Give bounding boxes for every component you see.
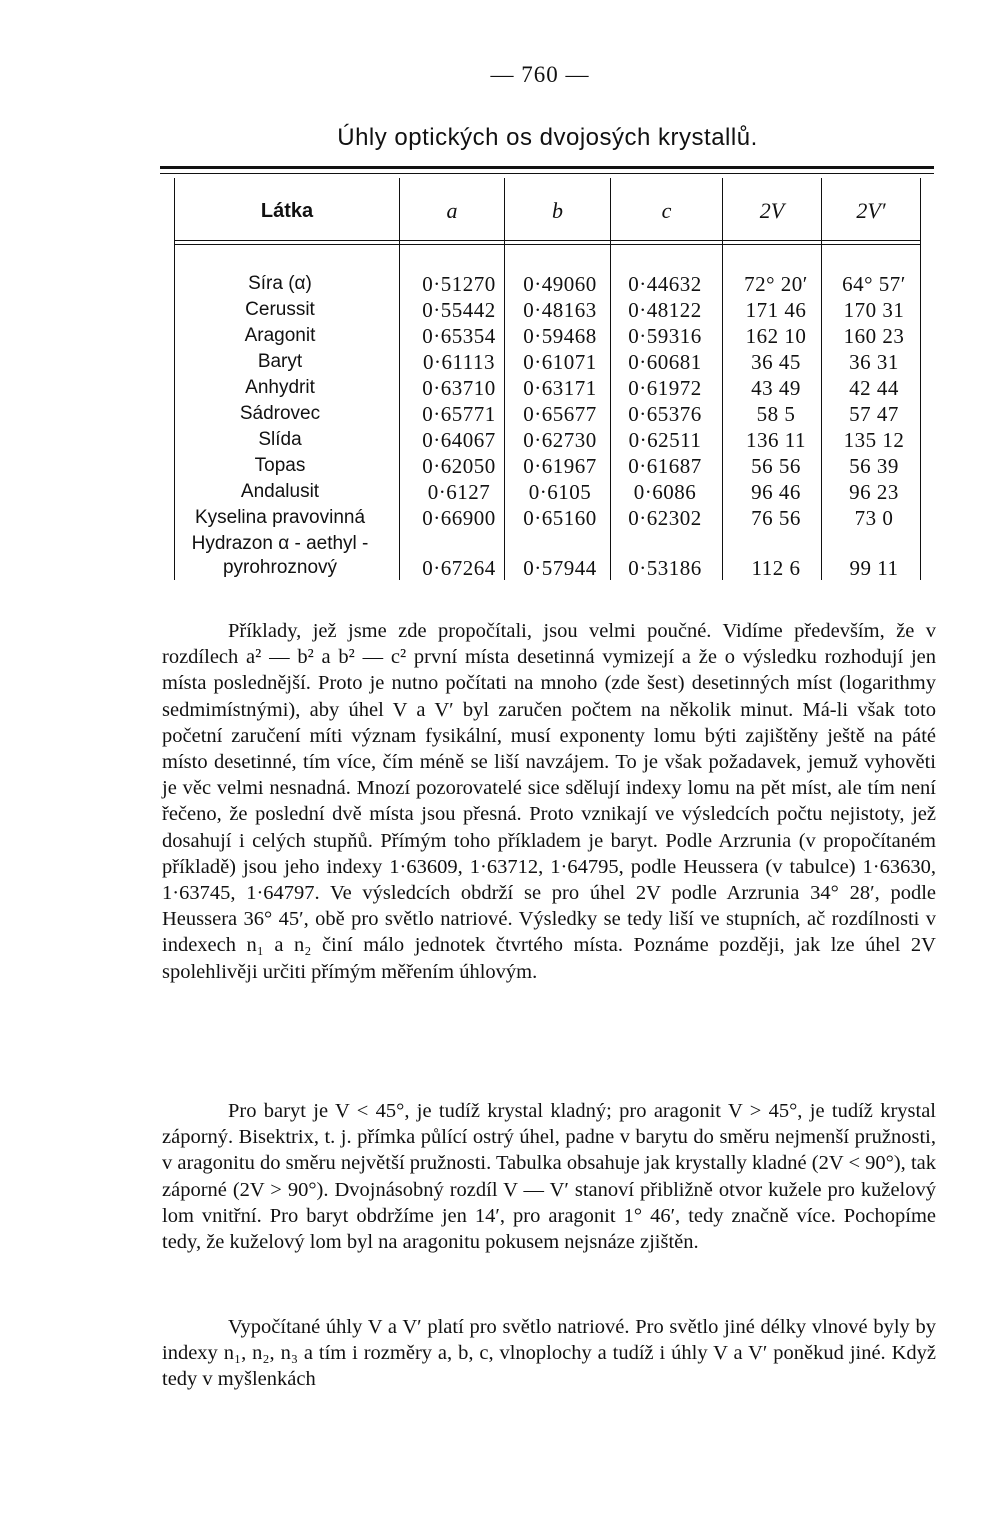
- cell-c: 0·53186: [628, 556, 702, 580]
- table-row: [160, 555, 940, 581]
- header-2v-prime: 2V′: [856, 198, 886, 223]
- header-a: a: [446, 198, 458, 223]
- header-latka: Látka: [260, 200, 314, 222]
- table-header-rule: [175, 240, 920, 245]
- table-row: [160, 479, 940, 505]
- row-name: Topas: [254, 455, 306, 476]
- cell-2v-prime: 73 0: [854, 506, 894, 530]
- cell-b: 0·6105: [528, 480, 592, 504]
- cell-a: 0·55442: [422, 298, 496, 322]
- table-row: [160, 453, 940, 479]
- paragraph: Příklady, jež jsme zde propočítali, jsou velmi poučné. Vidíme především, že v rozdílech a² — b² a b² — c² první místa desetinná vymizejí a že o výsledku rozhodují jen místa poslednější. Proto je nutno počítati na mnoho (zde šest) desetinných míst (logarithmy sedmimístnými), aby úhel V a V′ byl zaručen počtem na několik minut. Má-li však toto početní zaručení míti význam fysikální, musí exponenty lomu býti zajištěny ještě na páté místo desetinné, tím více, čím méně se liší navzájem. To je však požadavek, jemuž vyhověti je věc velmi nesnadná. Mnozí pozorovatelé sice sdělují indexy lomu na pět míst, ale tím není řečeno, že poslední dvě místa jsou přesná. Proto vznikají ve výsledcích počtu nejistoty, jež dosahují i celých stupňů. Přímým toho příkladem je baryt. Podle Arzrunia (v propočítaném příkladě) jsou jeho indexy 1·63609, 1·63712, 1·64795, podle Heussera (v tabulce) 1·63630, 1·63745, 1·64797. Ve výsledcích obdrží se pro úhel 2V podle Arzrunia 34° 28′, podle Heussera 36° 45′, obě pro světlo natriové. Výsledky se tedy liší ve stupních, ač rozdílnosti v indexech n₁ a n₂ činí málo jednotek čtvrtého místa. Poznáme později, jak lze úhel 2V spolehlivěji určiti přímým měřením úhlovým.: [162, 620, 936, 983]
- table-row: [160, 271, 940, 297]
- cell-c: 0·48122: [628, 298, 702, 322]
- cell-b: 0·59468: [523, 324, 597, 348]
- cell-b: 0·48163: [523, 298, 597, 322]
- cell-c: 0·60681: [628, 350, 702, 374]
- cell-2v: 58 5: [756, 402, 796, 426]
- cell-2v: 112 6: [751, 556, 801, 580]
- table-row: [160, 323, 940, 349]
- cell-2v-prime: 56 39: [849, 454, 899, 478]
- row-name: Cerussit: [245, 299, 315, 320]
- cell-c: 0·65376: [628, 402, 702, 426]
- cell-2v: 76 56: [751, 506, 801, 530]
- cell-a: 0·63710: [422, 376, 496, 400]
- cell-a: 0·61113: [423, 350, 495, 374]
- cell-b: 0·65160: [523, 506, 597, 530]
- page-number: — 760 —: [490, 62, 590, 87]
- table-row: [160, 505, 940, 531]
- table-row: [160, 375, 940, 401]
- cell-b: 0·63171: [523, 376, 597, 400]
- body-text: [162, 1314, 936, 1393]
- cell-b: 0·61071: [523, 350, 597, 374]
- cell-2v: 162 10: [745, 324, 807, 348]
- cell-2v-prime: 96 23: [849, 480, 899, 504]
- cell-a: 0·66900: [422, 506, 496, 530]
- cell-c: 0·61687: [628, 454, 702, 478]
- cell-b: 0·62730: [523, 428, 597, 452]
- cell-b: 0·65677: [523, 402, 597, 426]
- cell-b: 0·57944: [523, 556, 597, 580]
- row-name: Kyselina pravovinná: [194, 507, 366, 528]
- cell-2v-prime: 135 12: [843, 428, 905, 452]
- cell-2v-prime: 57 47: [849, 402, 899, 426]
- cell-c: 0·44632: [628, 272, 702, 296]
- cell-2v: 96 46: [751, 480, 801, 504]
- cell-2v: 72° 20′: [744, 272, 808, 296]
- row-name: Andalusit: [240, 481, 320, 502]
- cell-a: 0·51270: [422, 272, 496, 296]
- cell-2v: 171 46: [745, 298, 807, 322]
- cell-a: 0·65354: [422, 324, 496, 348]
- row-name: Baryt: [257, 351, 303, 372]
- row-name: pyrohroznový: [222, 557, 338, 578]
- cell-b: 0·49060: [523, 272, 597, 296]
- cell-2v-prime: 64° 57′: [842, 272, 906, 296]
- header-c: c: [661, 198, 672, 223]
- cell-b: 0·61967: [523, 454, 597, 478]
- cell-c: 0·59316: [628, 324, 702, 348]
- table-row: [160, 349, 940, 375]
- cell-a: 0·62050: [422, 454, 496, 478]
- row-name: Sádrovec: [239, 403, 321, 424]
- row-name: Aragonit: [244, 325, 316, 346]
- table-top-rule: [160, 166, 934, 169]
- cell-a: 0·6127: [427, 480, 491, 504]
- table-row: [160, 401, 940, 427]
- cell-a: 0·67264: [422, 556, 496, 580]
- table-row: [160, 297, 940, 323]
- paragraph: Vypočítané úhly V a V′ platí pro světlo natriové. Pro světlo jiné délky vlnové byly by indexy n₁, n₂, n₃ a tím i rozměry a, b, c, vlnoplochy a tudíž i úhly V a V′ poněkud jiné. Když tedy v myšlenkách: [162, 1316, 936, 1391]
- table-top-rule-thin: [160, 173, 934, 174]
- row-name: Slída: [258, 429, 302, 450]
- table-row: [160, 427, 940, 453]
- cell-2v-prime: 42 44: [849, 376, 899, 400]
- cell-2v: 36 45: [751, 350, 801, 374]
- body-text: [162, 1098, 936, 1255]
- cell-2v-prime: 160 23: [843, 324, 905, 348]
- table-row: [160, 531, 940, 557]
- header-b: b: [552, 198, 563, 223]
- cell-2v: 56 56: [751, 454, 801, 478]
- row-name: Síra (α): [248, 273, 312, 294]
- cell-c: 0·62302: [628, 506, 702, 530]
- cell-2v: 136 11: [746, 428, 806, 452]
- page-title: Úhly optických os dvojosých krystallů.: [337, 124, 758, 151]
- row-name: Hydrazon α - aethyl -: [191, 533, 369, 554]
- paragraph: Pro baryt je V < 45°, je tudíž krystal kladný; pro aragonit V > 45°, je tudíž krystal záporný. Bisektrix, t. j. přímka půlící ostrý úhel, padne v barytu do směru nejmenší pružnosti, v aragonitu do směru největší pružnosti. Tabulka obsahuje jak krystally kladné (2V < 90°), tak záporné (2V > 90°). Dvojnásobný rozdíl V — V′ stanoví přibližně otvor kužele pro kuželový lom vnitřní. Pro baryt obdržíme jen 14′, pro aragonit 1° 46′, tedy značně více. Pochopíme tedy, že kuželový lom byl na aragonitu pokusem nejsnáze zjištěn.: [162, 1100, 936, 1254]
- cell-a: 0·64067: [422, 428, 496, 452]
- row-name: Anhydrit: [245, 377, 315, 398]
- cell-c: 0·61972: [628, 376, 702, 400]
- body-text: [162, 618, 936, 985]
- cell-2v: 43 49: [751, 376, 801, 400]
- cell-2v-prime: 99 11: [849, 556, 899, 580]
- cell-c: 0·6086: [633, 480, 697, 504]
- cell-a: 0·65771: [422, 402, 496, 426]
- cell-c: 0·62511: [628, 428, 702, 452]
- header-2v: 2V: [759, 198, 785, 223]
- cell-2v-prime: 36 31: [849, 350, 899, 374]
- cell-2v-prime: 170 31: [843, 298, 905, 322]
